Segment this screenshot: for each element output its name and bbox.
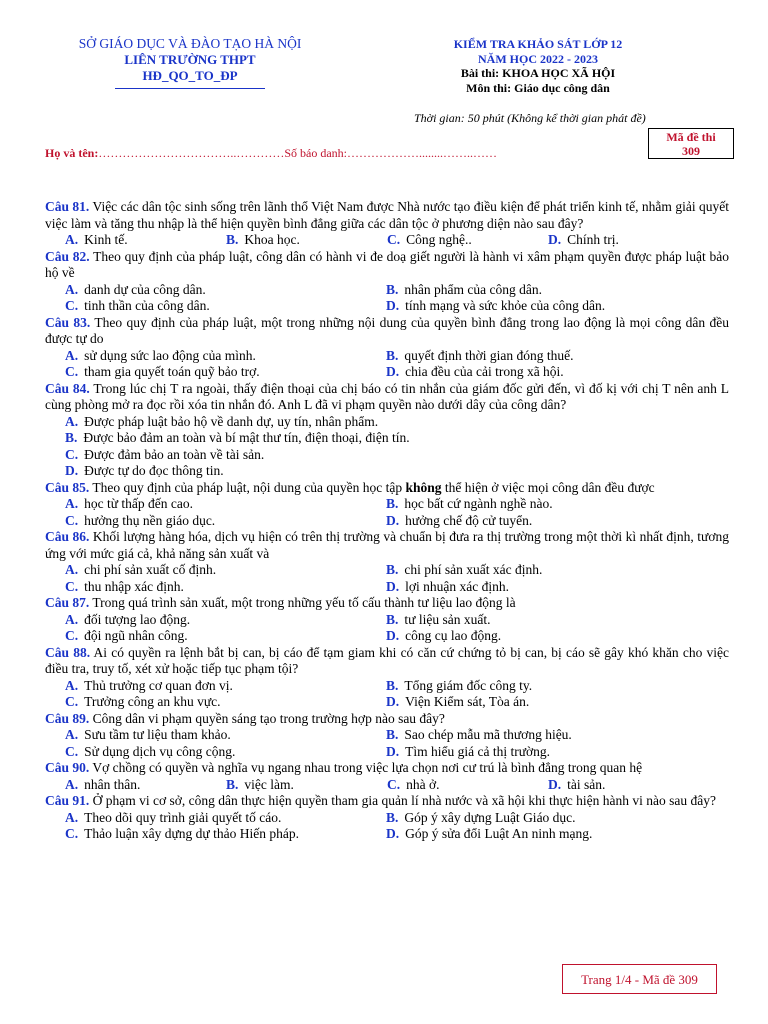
answer-options [45, 348, 729, 381]
answer-option[interactable] [65, 282, 386, 299]
answer-option[interactable] [65, 678, 386, 695]
option-letter: D. [386, 628, 400, 643]
school-group-name: LIÊN TRƯỜNG THPT [124, 52, 256, 67]
question-block [45, 381, 729, 480]
question-text: Trong lúc chị T ra ngoài, thấy điện thoại của chị báo có tin nhắn của giám đốc gửi đến, vì đố kị với chị T nên anh L cùng phòng mở ra đọc rồi xóa tin nhắn đó. Anh L đã vi phạm quyền nào dưới dây của công dân? [45, 380, 730, 412]
option-text: tính mạng và sức khỏe của công dân. [405, 298, 606, 313]
school-code: HĐ_QO_TO_ĐP [142, 68, 238, 83]
answer-option[interactable] [65, 496, 386, 513]
question-stem [45, 529, 729, 562]
answer-option[interactable] [65, 612, 386, 629]
option-letter: D. [386, 826, 400, 841]
option-letter: D. [386, 578, 400, 594]
exam-code-box [648, 128, 734, 159]
option-letter: C. [65, 743, 79, 759]
question-stem [45, 480, 729, 497]
answer-option[interactable] [65, 727, 386, 744]
question-text: Theo quy định của pháp luật, công dân có hành vi đe doạ giết người là hành vi xâm phạm quyền được pháp luật bảo hộ về [45, 248, 730, 280]
question-emphasis: không [405, 479, 442, 495]
exam-code-value: 309 [682, 144, 700, 158]
question-text: Trong quá trình sản xuất, một trong những yếu tố cấu thành tư liệu lao động là [92, 595, 516, 610]
option-text: nhà ở. [406, 776, 440, 792]
question-number: Câu 82. [45, 248, 90, 264]
option-letter: C. [65, 578, 79, 594]
option-text: học bất cứ ngành nghề nào. [404, 496, 553, 511]
question-number: Câu 88. [45, 644, 91, 660]
option-text: việc làm. [244, 776, 294, 792]
question-number: Câu 81. [45, 199, 90, 214]
option-text: hưởng thụ nền giáo dục. [84, 512, 216, 528]
answer-option[interactable] [65, 694, 386, 711]
name-dots: ……………………………..………… [98, 146, 285, 160]
answer-option[interactable] [386, 579, 729, 596]
answer-option[interactable] [386, 826, 729, 843]
id-dots: ………………........……..…… [347, 146, 497, 160]
answer-option[interactable] [386, 364, 729, 381]
answer-option[interactable] [386, 298, 729, 315]
answer-option[interactable] [386, 562, 729, 579]
question-stem [45, 199, 729, 232]
question-block [45, 793, 729, 843]
option-letter: D. [386, 743, 400, 759]
answer-option[interactable] [386, 628, 729, 645]
answer-option[interactable] [386, 810, 729, 827]
option-text: Sử dụng dịch vụ công cộng. [84, 743, 236, 759]
option-text: đội ngũ nhân công. [84, 628, 188, 643]
option-text: Tìm hiểu giá cả thị trường. [405, 743, 551, 759]
question-number: Câu 89. [45, 710, 90, 726]
answer-option[interactable] [387, 777, 548, 794]
option-letter: B. [386, 347, 399, 363]
option-text: sử dụng sức lao động của mình. [84, 347, 256, 363]
answer-option[interactable] [65, 628, 386, 645]
option-text: chi phí sản xuất cố định. [84, 562, 217, 577]
question-stem [45, 793, 729, 810]
option-letter: A. [65, 281, 79, 297]
exam-code-label: Mã đề thi [666, 130, 716, 144]
answer-option[interactable] [65, 513, 386, 530]
question-number: Câu 91. [45, 793, 90, 808]
id-label: Số báo danh: [284, 146, 347, 160]
answer-options [45, 612, 729, 645]
option-text: thu nhập xác định. [84, 578, 184, 594]
option-letter: D. [386, 512, 400, 528]
answer-options [45, 777, 729, 794]
exam-section: Bài thi: KHOA HỌC XÃ HỘI [460, 66, 616, 80]
option-letter: A. [65, 413, 79, 429]
name-label: Họ và tên: [45, 146, 99, 160]
answer-option[interactable] [65, 447, 729, 464]
school-header [40, 36, 340, 89]
answer-option[interactable] [386, 694, 729, 711]
time-note: Thời gian: 50 phút (Không kể thời gian phát đề) [414, 111, 646, 125]
option-letter: B. [386, 809, 399, 825]
answer-option[interactable] [387, 232, 548, 249]
option-text: danh dự của công dân. [84, 281, 206, 297]
answer-option[interactable] [548, 232, 729, 249]
question-block [45, 711, 729, 761]
question-number: Câu 85. [45, 479, 90, 495]
option-text: Trưởng công an khu vực. [84, 694, 221, 709]
answer-options [45, 678, 729, 711]
option-letter: B. [386, 727, 399, 742]
answer-option[interactable] [65, 348, 386, 365]
answer-options [45, 282, 729, 315]
option-letter: C. [65, 826, 79, 841]
option-text: nhân thân. [84, 776, 141, 792]
option-text: Được đảm bảo an toàn về tài sản. [84, 446, 265, 462]
option-text: hưởng chế độ cử tuyển. [405, 512, 533, 528]
option-text: đối tượng lao động. [84, 611, 191, 627]
answer-option[interactable] [386, 513, 729, 530]
option-text: Chính trị. [567, 232, 619, 247]
answer-options [45, 810, 729, 843]
option-letter: D. [386, 364, 400, 379]
question-block [45, 249, 729, 315]
option-letter: C. [65, 298, 79, 313]
option-text: lợi nhuận xác định. [405, 578, 509, 594]
option-letter: B. [226, 232, 239, 247]
answer-option[interactable] [65, 810, 386, 827]
answer-options [45, 562, 729, 595]
question-block [45, 760, 729, 793]
option-text: Kinh tế. [84, 232, 128, 247]
question-text: Vợ chồng có quyền và nghĩa vụ ngang nhau trong việc lựa chọn nơi cư trú là bình đẳng trong quan hệ [92, 760, 643, 775]
question-stem [45, 315, 729, 348]
option-letter: C. [65, 628, 79, 643]
option-letter: D. [65, 463, 79, 478]
answer-option[interactable] [65, 744, 386, 761]
option-letter: B. [386, 677, 399, 693]
page-footer: Trang 1/4 - Mã đề 309 [562, 964, 717, 994]
answer-option[interactable] [65, 430, 729, 447]
question-stem [45, 760, 729, 777]
option-letter: A. [65, 496, 79, 511]
option-text: học từ thấp đến cao. [84, 496, 194, 511]
option-text: Viện Kiểm sát, Tòa án. [405, 694, 530, 709]
department-name: SỞ GIÁO DỤC VÀ ĐÀO TẠO HÀ NỘI [78, 36, 302, 51]
option-text: Góp ý sửa đổi Luật An ninh mạng. [405, 826, 593, 841]
question-stem [45, 645, 729, 678]
option-text: Tổng giám đốc công ty. [404, 677, 533, 693]
option-text: quyết định thời gian đóng thuế. [404, 347, 574, 363]
question-text: Công dân vi phạm quyền sáng tạo trong trường hợp nào sau đây? [92, 710, 445, 726]
question-text: Khối lượng hàng hóa, dịch vụ hiện có trên thị trường và chuẩn bị đưa ra thị trường trong một thời kì nhất định, tương ứng với mức giá cả, khả năng sản xuất và [45, 529, 729, 561]
question-stem [45, 249, 729, 282]
question-text: Theo quy định của pháp luật, nội dung của quyền học tập [92, 479, 406, 495]
option-text: tài sản. [567, 776, 606, 792]
option-letter: D. [548, 776, 562, 792]
option-letter: B. [65, 430, 78, 445]
question-text: Việc các dân tộc sinh sống trên lãnh thổ Việt Nam được Nhà nước tạo điều kiện để phát triển kinh tế, nhằm giải quyết việc làm và tăng thu nhập là thể hiện quyền bình đẳng giữa các dân tộc ở phương diện nào sau đây? [45, 199, 729, 231]
answer-option[interactable] [65, 298, 386, 315]
option-letter: A. [65, 727, 79, 742]
option-text: Sưu tầm tư liệu tham khảo. [84, 727, 231, 742]
option-letter: D. [386, 694, 400, 709]
option-text: công cụ lao động. [405, 628, 502, 643]
question-text: Theo quy định của pháp luật, một trong những nội dung của quyền bình đẳng trong lao động là mọi công dân đều được tự do [45, 314, 729, 346]
answer-options [45, 496, 729, 529]
option-letter: C. [65, 512, 79, 528]
option-text: tham gia quyết toán quỹ bảo trợ. [84, 364, 260, 379]
question-block [45, 595, 729, 645]
answer-option[interactable] [386, 744, 729, 761]
option-letter: B. [226, 776, 239, 792]
question-text: Ai có quyền ra lệnh bắt bị can, bị cáo để tạm giam khi có căn cứ chứng tỏ bị can, bị cáo sẽ gây khó khăn cho việc điều tra, truy tố, xét xử hoặc tiếp tục phạm tội? [45, 644, 729, 676]
option-text: nhân phẩm của công dân. [404, 281, 542, 297]
option-text: Theo dõi quy trình giải quyết tố cáo. [84, 809, 282, 825]
question-stem [45, 381, 729, 414]
option-letter: B. [386, 496, 399, 511]
answer-option[interactable] [548, 777, 729, 794]
answer-option[interactable] [386, 282, 729, 299]
option-text: Thảo luận xây dựng dự thảo Hiến pháp. [84, 826, 299, 841]
answer-option[interactable] [65, 364, 386, 381]
question-stem [45, 711, 729, 728]
option-letter: B. [386, 611, 399, 627]
answer-option[interactable] [65, 562, 386, 579]
student-info-line [45, 146, 497, 161]
exam-header [398, 37, 678, 95]
answer-option[interactable] [65, 826, 386, 843]
school-year: NĂM HỌC 2022 - 2023 [478, 51, 598, 66]
answer-option[interactable] [386, 678, 729, 695]
question-number: Câu 84. [45, 380, 90, 396]
answer-option[interactable] [386, 496, 729, 513]
option-text: chi phí sản xuất xác định. [404, 562, 543, 577]
option-text: Góp ý xây dựng Luật Giáo dục. [404, 809, 576, 825]
answer-option[interactable] [65, 777, 226, 794]
question-block [45, 480, 729, 530]
option-letter: A. [65, 776, 79, 792]
option-text: tinh thần của công dân. [84, 298, 210, 313]
question-text: Ở phạm vi cơ sở, công dân thực hiện quyền tham gia quản lí nhà nước và xã hội khi thực hiện hành vi nào sau đây? [92, 793, 716, 808]
option-text: Được tự do đọc thông tin. [84, 463, 224, 478]
option-letter: A. [65, 611, 79, 627]
answer-option[interactable] [386, 348, 729, 365]
option-text: Sao chép mẫu mã thương hiệu. [404, 727, 572, 742]
option-text: Được bảo đảm an toàn và bí mật thư tín, điện thoại, điện tín. [83, 430, 410, 445]
option-letter: C. [65, 446, 79, 462]
answer-option[interactable] [65, 579, 386, 596]
exam-title: KIỂM TRA KHẢO SÁT LỚP 12 [453, 37, 623, 51]
option-letter: A. [65, 809, 79, 825]
question-stem [45, 595, 729, 612]
option-letter: A. [65, 347, 79, 363]
option-text: tư liệu sản xuất. [404, 611, 491, 627]
exam-subject: Môn thi: Giáo dục công dân [466, 80, 610, 95]
question-block [45, 645, 729, 711]
option-letter: B. [386, 281, 399, 297]
option-letter: C. [387, 776, 401, 792]
question-block [45, 315, 729, 381]
answer-option[interactable] [65, 232, 226, 249]
option-letter: A. [65, 232, 79, 247]
question-number: Câu 90. [45, 760, 90, 775]
option-text: chia đều của cải trong xã hội. [405, 364, 564, 379]
option-letter: D. [386, 298, 400, 313]
answer-options [45, 727, 729, 760]
question-block [45, 199, 729, 249]
question-text: thể hiện ở việc mọi công dân đều được [441, 479, 655, 495]
answer-options [45, 232, 729, 249]
answer-option[interactable] [226, 777, 387, 794]
answer-options [45, 414, 729, 480]
answer-option[interactable] [65, 414, 729, 431]
answer-option[interactable] [226, 232, 387, 249]
option-text: Khoa học. [244, 232, 300, 247]
answer-option[interactable] [386, 727, 729, 744]
option-text: Thủ trưởng cơ quan đơn vị. [84, 677, 233, 693]
answer-option[interactable] [386, 612, 729, 629]
option-letter: B. [386, 562, 399, 577]
header-underline [115, 88, 265, 89]
option-letter: C. [65, 694, 79, 709]
answer-option[interactable] [65, 463, 729, 480]
option-text: Công nghệ.. [406, 232, 472, 247]
option-letter: A. [65, 562, 79, 577]
question-number: Câu 86. [45, 529, 90, 544]
option-letter: C. [387, 232, 401, 247]
question-number: Câu 87. [45, 595, 90, 610]
question-block [45, 529, 729, 595]
option-letter: C. [65, 364, 79, 379]
option-letter: A. [65, 677, 79, 693]
option-letter: D. [548, 232, 562, 247]
option-text: Được pháp luật bảo hộ về danh dự, uy tín, nhân phẩm. [84, 413, 379, 429]
question-number: Câu 83. [45, 314, 91, 330]
question-list [45, 199, 729, 843]
